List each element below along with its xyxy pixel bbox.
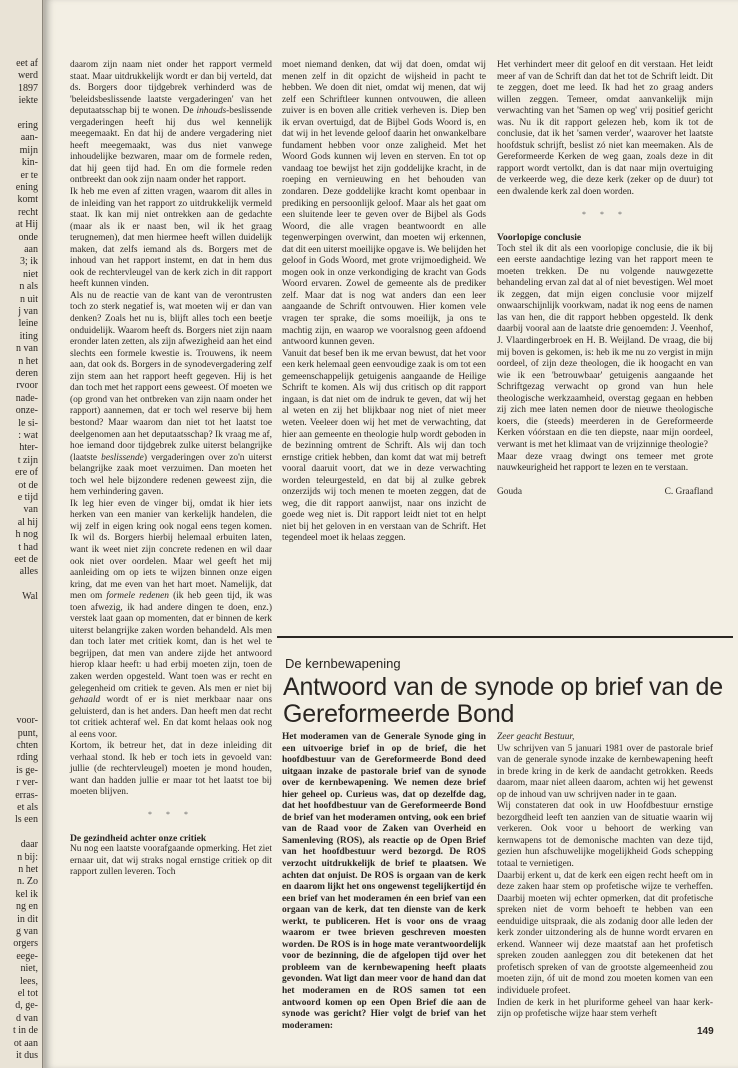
fragment-line: Wal: [22, 591, 38, 603]
column-5: [497, 732, 713, 1020]
paragraph: Daarbij erkent u, dat de kerk een eigen recht heeft om in deze zaken haar stem op profetische wijze te verheffen. Daarbij moeten wij echter opmerken, dat dit profetische spreken niet de vorm behoeft te hebben van een eenduidige uitspraak, die als zodanig door alle leden der kerk zonder uitzondering als de hunne wordt ervaren en erkend. Wanneer wij deze maatstaf aan het profetisch spreken zouden aanleggen zou dit betekenen dat het profetisch spreken of van de grootste algemeenheid zou moeten zijn, óf uit de mond zou moeten komen van een individuele profeet.: [497, 870, 713, 997]
fragment-line: van: [23, 504, 38, 516]
fragment-line: lees,: [19, 975, 38, 987]
fragment-line: chten: [16, 740, 38, 751]
paragraph: Het verhindert meer dit geloof en dit verstaan. Het leidt meer af van de Schrift dan dat het tot de Schrift leidt. Dit te zeggen, doet me leed. Ik had het zo graag anders willen zeggen. Temeer, omdat aanvankelijk mijn verwachting van het 'Samen op weg' vrij positief gericht was. Nu ik dit rapport gelezen heb, kom ik tot de conclusie, dat ik het 'samen verder', waarover het laatste hoofdstuk schrijft, beslist zó niet kan meemaken. Als de Gereformeerde Kerken de weg gaan, zoals deze in dit rapport wordt vertolkt, dan is dat naar mijn overtuiging de verkeerde weg, die deze kerk (zeker op de duur) tot een dwalende kerk zal doen worden.: [497, 60, 713, 198]
fragment-line: onde: [18, 231, 38, 243]
paragraph: Toch stel ik dit als een voorlopige conclusie, die ik bij een eerste aandachtige lezing van het rapport meen te moeten trekken. De nu volgende nauwgezette behandeling ervan zal dat al of niet bevestigen. Wel moet ik zeggen, dat mijn eigen conclusie voor mijzelf onwaarschijnlijk voorkwam, nadat ik nog eens de namen las van hen, die dit rapport hebben opgesteld. Ik denk daarbij vooral aan de laatste drie genoemden: J. Veenhof, J. Vlaardingerbroek en H. B. Weijland. De vraag, die bij mij boven is gekomen, is: heb ik me nu zo vergist in mijn oordeel, of zijn deze theologen, die ik hoogacht en van wie ik een 'betrouwbaar' getuigenis aangaande het Schriftgezag verwacht op grond van hun hele theologische werkzaamheid, overstag gegaan en hebben zij zich mee laten nemen door de nieuwe theologische koers, die (steeds) meerderen in de Gereformeerde Kerken vóórstaan en die ten diepste, naar mijn oordeel, verwant is met het klimaat van de vrijzinnige theologie?: [497, 243, 713, 450]
fragment-line: mijn: [19, 144, 38, 156]
fragment-line: eet af: [16, 58, 38, 69]
fragment-line: aan: [24, 244, 38, 255]
paragraph: daarom zijn naam niet onder het rapport vermeld staat. Maar uitdrukkelijk wordt er dan bij verteld, dat ds. Borgers door tijdgebrek verhinderd was de 'beleidsbeslissende laatste vergaderingen' van het deputaatsschap bij te wonen. De inhouds-beslissende vergaderingen heeft hij dus wel kennelijk meegemaakt. En dat hij de andere vergadering niet heeft meegemaakt, was dus niet vanwege inhoudelijke bezwaren, maar om de formele reden, dat hij geen tijd had. En om die formele reden ontbreekt dan ook zijn naam onder het rapport.: [70, 60, 272, 186]
fragment-line: t zijn: [17, 454, 38, 466]
author-place: Gouda: [497, 486, 522, 497]
fragment-line: niet,: [20, 963, 38, 975]
paragraph: moet niemand denken, dat wij dat doen, omdat wij menen zelf in dit opzicht de wijsheid in pacht te hebben. We doen dit niet, omdat wij menen, dat wij zelf een Schriftleer kunnen ontvouwen, die alleen zuiver is en boven alle critiek verheven is. Diep ben ik ervan overtuigd, dat de Bijbel Gods Woord is, en dat wij in het levende geloof daarin het onwankelbare fundament hebben voor onze zaligheid. Met het Woord Gods kunnen wij leven en sterven. En tot op vandaag toe bewijst het zijn goddelijke kracht, in de roeping en vernieuwing en het behouden van zondaren. Deze goddelijke kracht komt openbaar in prediking en persoonlijk geloof. Maar als het gaat om een sluitende leer te geven over de Bijbel als Gods Woord, die alle vragen beantwoordt en alle tegenwerpingen overwint, dan moeten wij erkennen, dat dit een uiterst moeilijke opgave is. We belijden het geloof in Gods Woord, met grote vrijmoedigheid. We mogen ook in onze verkondiging de kracht van Gods Woord ervaren. Zowel de gemeente als de prediker zelf. Maar dat is nog wat anders dan een leer aangaande de Schrift ontvouwen. Hier komen vele vragen ter sprake, die soms moeilijk, ja ons te machtig zijn, en waarop we vooralsnog geen afdoend antwoord kunnen geven.: [282, 60, 486, 348]
fragment-line: at Hij: [15, 219, 38, 231]
fragment-line: ening: [15, 182, 38, 193]
paragraph: Maar deze vraag dwingt ons temeer met grote nauwkeurigheid het rapport te lezen en te verstaan.: [497, 451, 713, 474]
fragment-line: rvoor: [16, 380, 38, 392]
paragraph: Als nu de reactie van de kant van de verontrusten toch zo sterk negatief is, wat moeten wij er dan van denken? Zoals het nu is, blijft alles toch een beetje onduidelijk. Waarom heeft ds. Borgers niet zijn naam eronder laten zetten, als zijn afwezigheid aan het eind slechts een formele kwestie is. Trouwens, ik neem aan, dat ook ds. Borgers in de synodevergadering zelf zijn stem aan het rapport heeft gegeven. Hij is het dan toch met het rapport eens geweest. Of moeten we (op grond van het ontbreken van zijn naam onder het rapport) aannemen, dat er toch wel reserve bij hem bestond? Maar waarom dan niet tot het laatst toe deelgenomen aan het deputaatsschap? Ik vraag me af, hoe iemand door tijdgebrek zulke uiterst belangrijke (laatste beslissende) vergaderingen over zo'n uiterst belangrijke zaak moet verzuimen. Dan moeten het toch wel hele bijzondere redenen geweest zijn, die hem verhindering gaven.: [70, 290, 272, 498]
fragment-line: n als: [19, 281, 38, 293]
fragment-line: n het: [18, 864, 38, 875]
column-3: [497, 60, 713, 632]
fragment-line: le si-: [18, 417, 38, 429]
fragment-line: leine: [18, 318, 38, 330]
article-headline: Antwoord van de synode op brief van de Gereformeerde Bond: [283, 673, 723, 728]
paragraph: Kortom, ik betreur het, dat in deze inleiding dit verhaal stond. Ik heb er toch iets in gevoeld van: jullie (de rechtervleugel) moeten je mond houden, want dan hadden jullie er maar tot het laatst toe bij moeten blijven.: [70, 741, 272, 798]
fragment-line: n. Zo: [16, 876, 38, 888]
fragment-line: ering: [17, 120, 38, 131]
author-signature: [497, 487, 713, 499]
fragment-line: et als: [17, 802, 38, 813]
section-rule: [277, 636, 733, 638]
article-kicker: De kernbewapening: [285, 656, 401, 671]
fragment-line: n uit: [19, 293, 38, 305]
fragment-line: ot aan: [13, 1037, 38, 1049]
fragment-line: el tot: [17, 988, 38, 999]
adjacent-page-margin: [0, 0, 43, 1068]
salutation: Zeer geacht Bestuur,: [497, 732, 575, 742]
paragraph: Nu nog een laatste voorafgaande opmerking. Het ziet ernaar uit, dat wij straks nogal ernstige critiek op dit rapport zullen leveren. Toch: [70, 844, 272, 878]
fragment-line: d, ge-: [15, 1000, 38, 1012]
fragment-line: h nog: [15, 529, 38, 541]
fragment-line: onze-: [15, 405, 38, 417]
author-name: C. Graafland: [664, 486, 713, 497]
fragment-line: in dit: [17, 913, 38, 925]
fragment-line: is ge-: [16, 764, 38, 776]
paragraph: Ik leg hier even de vinger bij, omdat ik hier iets herken van een manier van kerkelijk handelen, die wij zelf in eigen kring ook nogal eens tegen komen. Ik wil ds. Borgers hierbij helemaal erbuiten laten, want ik weet niet zijn concrete redenen en wil daar ook niet over oordelen. Maar wel geeft het mij aanleiding om op iets te wijzen binnen onze eigen kring, dat me even van het hart moet. Namelijk, dat men om formele redenen (ik heb geen tijd, ik was toen afwezig, ik had andere dingen te doen, enz.) verstek laat gaan op momenten, dat er binnen de kerk uiterst belangrijke zaken worden behandeld. Als men dan toch later met critiek komt, dan is het wel te begrijpen, dat men van andere zijde het antwoord hierop klaar heeft: u had erbij moeten zijn, toen de zaken werden opgesteld. Want toen was er recht en gelegenheid om critiek te geven. Als men er niet bij gehaald wordt of er is niet merkbaar naar ons geluisterd, dan is het anders. Dan heeft men dat recht tot critiek achteraf wel. En dat komt helaas ook nog al eens voor.: [70, 498, 273, 740]
fragment-line: rding: [16, 752, 38, 764]
section-heading: De gezindheid achter onze critiek: [70, 832, 207, 844]
fragment-line: 3; ik: [19, 256, 38, 268]
column-1: [70, 60, 272, 980]
fragment-line: 1897: [18, 82, 38, 94]
fragment-line: punt,: [17, 727, 38, 739]
fragment-line: n het: [18, 355, 38, 367]
fragment-line: hter-: [19, 442, 38, 454]
fragment-line: t in de: [13, 1025, 38, 1037]
column-2: [282, 60, 486, 630]
fragment-line: n van: [16, 343, 38, 355]
fragment-line: orgers: [13, 938, 38, 950]
fragment-line: kin-: [21, 157, 38, 169]
paragraph: Ik heb me even af zitten vragen, waarom dit alles in de inleiding van het rapport zo uitdrukkelijk vermeld staat. Ik kan mij niet ontrekken aan de gedachte (maar als ik er naast ben, wil ik het graag terugnemen), dat men hiermee heeft willen duidelijk maken, dat zelfs iemand als ds. Borgers met de inhoud van het rapport instemt, en dat in hem dus ook de rechtervleugel van de kerk zich in dit rapport heeft kunnen vinden.: [70, 187, 272, 290]
fragment-line: alles: [19, 566, 38, 578]
paragraph: Indien de kerk in het pluriforme geheel van haar kerk-zijn op profetische wijze haar stem verheft: [497, 997, 713, 1020]
fragment-line: ere of: [14, 467, 38, 479]
paragraph: Vanuit dat besef ben ik me ervan bewust, dat het voor een kerk helemaal geen eenvoudige zaak is om tot een gemeenschappelijk getuigenis aangaande de Heilige Schrift te komen. Als wij dus critisch op dit rapport ingaan, is dat niet om de indruk te geven, dat wij het al weten en zij het blijkbaar nog niet of niet meer weten. Veeleer doen wij het met de verwachting, dat hier aan gemeente en theologie hulp wordt geboden in de bezinning omtrent de Schrift. Als wij dan toch ernstige critiek hebben, dan komt dat wat mij betreft vooral daaruit voort, dat we in deze verwachting worden teleurgesteld, en dat bij al zulke gebrek onzerzijds wij toch menen te moeten zeggen, dat de weg, die dit rapport aanwijst, naar ons inzicht de goede weg niet is. Dit rapport leidt niet tot en helpt niet bij het geloven in en verstaan van de Schrift. Het tegendeel moet ik helaas zeggen.: [282, 348, 486, 544]
fragment-line: ot de: [18, 479, 38, 491]
fragment-line: ls een: [14, 814, 38, 826]
intro-paragraph: Het moderamen van de Generale Synode ging in een uitvoerige brief in op de brief, die het hoofdbestuur van de Gereformeerde Bond deed uitgaan inzake de pastorale brief van de synode over de kernbewapening. We nemen deze brief hier geheel op. Curieus was, dat op dezelfde dag, dat het hoofdbestuur van de Gereformeerde Bond de brief van het moderamen ontving, ook een brief van de Raad voor de Zaken van Overheid en Samenleving (ROS), als reactie op de Open Brief van het hoofdbestuur werd bezorgd. De ROS verzocht uitdrukkelijk de brief te plaatsen. We achten dat onjuist. De ROS is orgaan van de kerk en daarom lijkt het ons ongewenst tegelijkertijd én een brief van het moderamen én een brief van een orgaan van de kerk, dat ten dienste van de kerk werkt, te publiceren. Het is voor ons de vraag waarom er twee brieven geschreven moesten worden. De ROS is in hoge mate verantwoordelijk voor de bezinning, die de afgelopen tijd over het probleem van de kernbewapening heeft plaats gevonden. Wat ligt dan meer voor de hand dan dat het moderamen en de ROS samen tot een antwoord komen op een Open Brief die aan de synode was gericht? Hier volgt de brief van het moderamen:: [282, 732, 486, 1031]
section-heading: Voorlopige conclusie: [497, 232, 582, 244]
fragment-line: recht: [18, 206, 38, 218]
fragment-line: r ver-: [16, 777, 38, 789]
fragment-line: ng en: [16, 901, 38, 913]
page-number: 149: [697, 1026, 714, 1037]
fragment-line: iekte: [18, 95, 38, 107]
fragment-line: t had: [18, 541, 38, 553]
fragment-line: aan-: [20, 132, 38, 144]
fragment-line: kel ik: [15, 888, 38, 900]
fragment-line: niet: [23, 268, 38, 280]
column-4-intro: [282, 732, 486, 1031]
paragraph: Wij constateren dat ook in uw Hoofdbestuur ernstige bezorgdheid leeft ten aanzien van de situatie waarin wij verkeren. Ook voor u behoort de werking van kernwapens tot de demonische machten van deze tijd, gezien hun afschuwelijke mogelijkheid Gods schepping totaal te vernietigen.: [497, 801, 713, 870]
fragment-line: iting: [19, 330, 38, 342]
fragment-line: it dus: [16, 1050, 38, 1061]
fragment-line: erras-: [15, 789, 38, 801]
fragment-line: d van: [16, 1012, 38, 1024]
fragment-line: eege-: [16, 950, 38, 962]
fragment-line: nade-: [15, 392, 38, 404]
section-divider: * * *: [582, 209, 628, 219]
fragment-line: al hij: [17, 516, 38, 528]
fragment-line: er te: [20, 169, 38, 181]
section-divider: * * *: [148, 810, 194, 819]
fragment-line: daar: [20, 839, 38, 851]
magazine-page: [45, 0, 738, 1068]
fragment-line: werd: [18, 70, 38, 82]
fragment-line: voor-: [16, 715, 38, 727]
fragment-line: e tijd: [17, 492, 38, 503]
fragment-line: j van: [18, 306, 38, 317]
fragment-line: eet de: [14, 554, 38, 565]
fragment-line: g van: [16, 926, 38, 937]
fragment-line: : wat: [18, 430, 38, 441]
paragraph: Uw schrijven van 5 januari 1981 over de pastorale brief van de generale synode inzake de kernbewapening heeft in brede kring in de kerk de aandacht getrokken. Reeds daarom, maar niet alleen daarom, achten wij het gewenst op de inhoud van uw schrijven nader in te gaan.: [497, 743, 713, 800]
fragment-line: komt: [17, 194, 38, 206]
fragment-line: n bij:: [17, 851, 38, 863]
fragment-line: deren: [15, 368, 38, 379]
